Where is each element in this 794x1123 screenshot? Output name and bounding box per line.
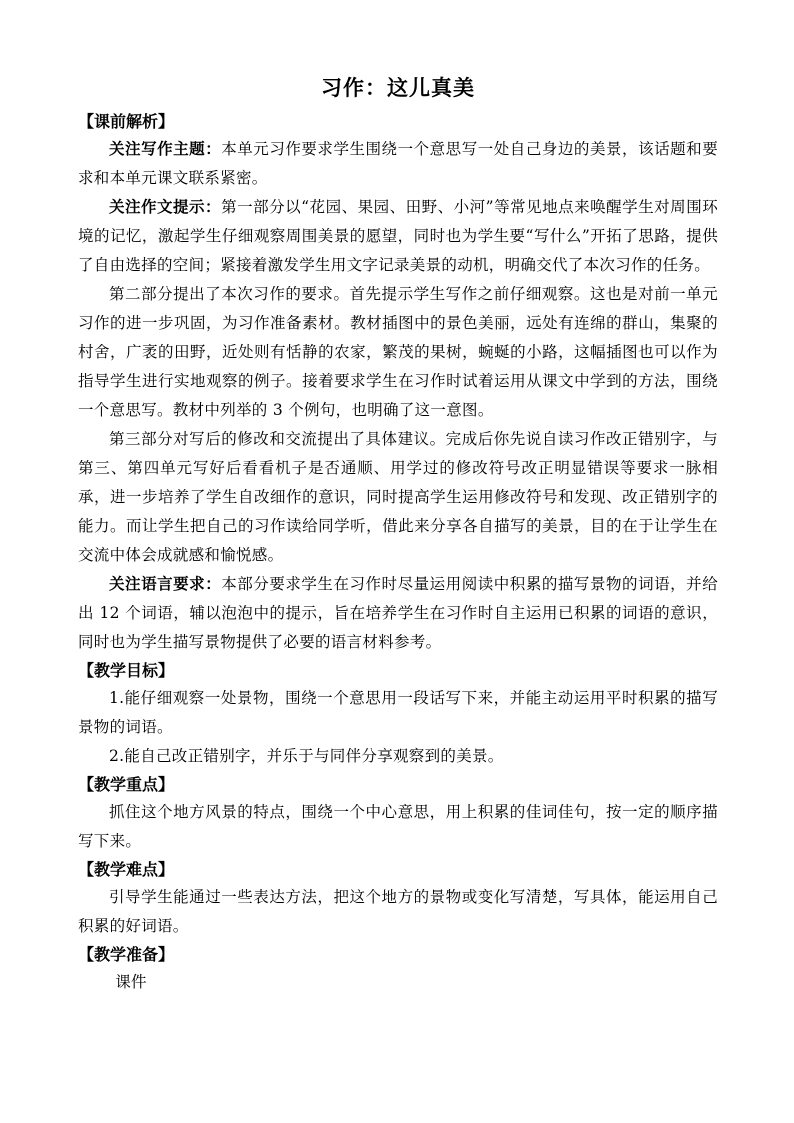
goal-item xyxy=(78,684,718,742)
paragraph-text: 抓住这个地方风景的特点，围绕一个中心意思，用上积累的佳词佳句，按一定的顺序描写下来。 xyxy=(78,803,718,850)
paragraph-language-requirement xyxy=(78,570,718,657)
section-pre-class-analysis xyxy=(78,108,718,657)
section-teaching-focus xyxy=(78,771,718,856)
paragraph-lead: 关注写作主题： xyxy=(109,140,222,158)
paragraph-lead: 关注语言要求： xyxy=(109,575,222,593)
paragraph-text: 引导学生能通过一些表达方法，把这个地方的景物或变化写清楚，写具体，能运用自己积累的好词语。 xyxy=(78,888,718,935)
section-heading: 【课前解析】 xyxy=(78,112,175,131)
section-heading: 【教学难点】 xyxy=(78,860,175,879)
paragraph-text: 2.能自己改正错别字，并乐于与同伴分享观察到的美景。 xyxy=(109,747,504,765)
paragraph-part-three xyxy=(78,425,718,570)
section-teaching-preparation xyxy=(78,941,718,997)
section-heading: 【教学重点】 xyxy=(78,775,175,794)
paragraph-difficulty xyxy=(78,883,718,941)
paragraph-part-two xyxy=(78,280,718,425)
paragraph-text: 课件 xyxy=(115,973,147,991)
paragraph-text: 1.能仔细观察一处景物，围绕一个意思用一段话写下来，并能主动运用平时积累的描写景物的词语。 xyxy=(78,689,718,736)
paragraph-text: 第一部分以“花园、果园、田野、小河”等常见地点来唤醒学生对周围环境的记忆，激起学生仔细观察周围美景的愿望，同时也为学生要“写什么”开拓了思路，提供了自由选择的空间；紧接着激发学生用文字记录美景的动机，明确交代了本次习作的任务。 xyxy=(78,198,719,274)
document-title: 习作：这儿真美 xyxy=(321,76,475,100)
paragraph-text: 本单元习作要求学生围绕一个意思写一处自己身边的美景，该话题和要求和本单元课文联系紧密。 xyxy=(78,140,718,187)
section-teaching-difficulty xyxy=(78,856,718,941)
paragraph-writing-tips xyxy=(78,193,718,280)
section-teaching-goals xyxy=(78,657,718,771)
paragraph-text: 第二部分提出了本次习作的要求。首先提示学生写作之前仔细观察。这也是对前一单元习作的进一步巩固，为习作准备素材。教材插图中的景色美丽，远处有连绵的群山，集聚的村舍，广袤的田野，近处则有恬静的农家，繁茂的果树，蜿蜒的小路，这幅插图也可以作为指导学生进行实地观察的例子。接着要求学生在习作时试着运用从课文中学到的方法，围绕一个意思写。教材中列举的 3 个例句，也明确了这一意图。 xyxy=(78,285,718,419)
paragraph-writing-theme xyxy=(78,135,718,193)
paragraph-text: 本部分要求学生在习作时尽量运用阅读中积累的描写景物的词语，并给出 12 个词语，辅以泡泡中的提示，旨在培养学生在习作时自主运用已积累的词语的意识，同时也为学生描写景物提供了必要的语言材料参考。 xyxy=(78,575,718,651)
section-heading: 【教学准备】 xyxy=(78,945,175,964)
goal-item xyxy=(78,742,718,771)
document-page xyxy=(78,74,718,997)
paragraph-focus xyxy=(78,798,718,856)
paragraph-preparation xyxy=(78,968,718,997)
paragraph-lead: 关注作文提示： xyxy=(109,198,222,216)
paragraph-text: 第三部分对写后的修改和交流提出了具体建议。完成后你先说自读习作改正错别字，与第三、第四单元写好后看看机子是否通顺、用学过的修改符号改正明显错误等要求一脉相承，进一步培养了学生自改细作的意识，同时提高学生运用修改符号和发现、改正错别字的能力。而让学生把自己的习作读给同学听，借此来分享各自描写的美景，目的在于让学生在交流中体会成就感和愉悦感。 xyxy=(78,430,718,564)
section-heading: 【教学目标】 xyxy=(78,661,175,680)
